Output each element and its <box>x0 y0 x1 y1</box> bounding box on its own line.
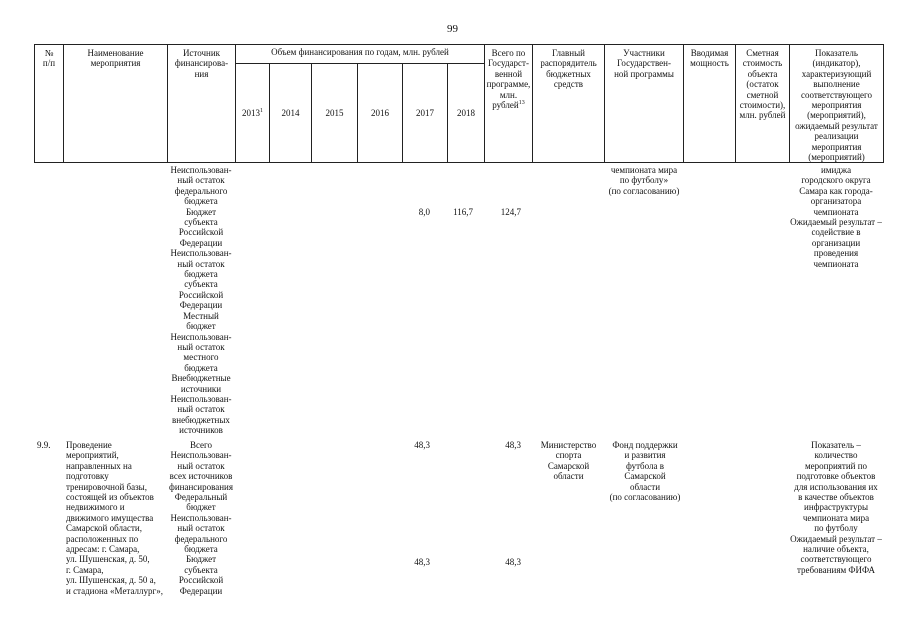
value-2018: 116,7 <box>453 207 473 217</box>
participants-cell: Фонд поддержки и развития футбола в Самарской области (по согласованию) <box>609 440 681 503</box>
value-total-total: 48,3 <box>505 440 521 450</box>
header-number: № п/п <box>42 48 56 69</box>
page-number: 99 <box>447 23 458 35</box>
value-total-regional: 48,3 <box>505 557 521 567</box>
col-line <box>235 44 236 163</box>
indicator-cell: Показатель – количество мероприятий по подготовке объектов для использования их в качестве объектов инфраструктуры чемпионата мира по футболу Ожидаемый результат – наличие объекта, соответствующего требованиям ФИФА <box>790 440 882 575</box>
indicator-cell: имиджа городского округа Самара как города- организатора чемпионата Ожидаемый результат – содействие в организации проведения чемпионата <box>790 165 882 269</box>
header-budget-manager: Главный распорядитель бюджетных средств <box>540 48 597 90</box>
header-year-2013: 2013$^1$ <box>242 108 263 118</box>
header-year-2014: 2014 <box>281 108 300 118</box>
header-bottom-border <box>34 162 883 163</box>
header-capacity: Вводимая мощность <box>690 48 729 69</box>
header-estimated-cost: Сметная стоимость объекта (остаток сметной стоимости), млн. рублей <box>739 48 786 121</box>
table-top-border <box>34 44 883 45</box>
header-year-2016: 2016 <box>371 108 389 118</box>
header-year-2017: 2017 <box>416 108 434 118</box>
value-2017: 8,0 <box>418 207 430 217</box>
budget-manager: Министерство спорта Самарской области <box>540 440 597 482</box>
header-participants: Участники Государствен- ной программы <box>614 48 674 79</box>
value-2017-regional: 48,3 <box>414 557 430 567</box>
header-year-2015: 2015 <box>325 108 344 118</box>
participants-cell: чемпионата мира по футболу» (по согласованию) <box>608 165 680 196</box>
value-2017-total: 48,3 <box>414 440 430 450</box>
activity-name: Проведение мероприятий, направленных на подготовку тренировочной базы, состоящей из объектов недвижимого и движимого имущества Самарской области, расположенных по адресам: г. Самара, ул. Шушенская, д. 50, г. Самара, ул. Шушенская, д. 50 а, и стадиона «Металлург», <box>66 440 163 596</box>
header-indicator: Показатель (индикатор), характеризующий выполнение соответствующего мероприятия (мероприятий), ожидаемый результат реализации мероприятия (мероприятий) <box>795 48 878 163</box>
header-funding-volume: Объем финансирования по годам, млн. рублей <box>271 47 449 57</box>
header-year-2018: 2018 <box>457 108 475 118</box>
item-number: 9.9. <box>37 440 51 450</box>
col-line <box>883 44 884 163</box>
header-funding-source: Источник финансирова- ния <box>174 48 229 79</box>
funding-sources-list: Всего Неиспользован- ный остаток всех источников финансирования Федеральный бюджет Неиспользован- ный остаток федерального бюджета Бюджет субъекта Российской Федерации <box>169 440 233 596</box>
funding-sources-list: Неиспользован- ный остаток федерального бюджета Бюджет субъекта Российской Федерации Неиспользован- ный остаток бюджета субъекта Российской Федерации Местный бюджет Неиспользован- ный остаток местного бюджета Внебюджетные источники Неиспользован- ный остаток внебюджетных источников <box>170 165 232 436</box>
value-total: 124,7 <box>500 207 521 217</box>
header-activity-name: Наименование мероприятия <box>87 48 144 69</box>
header-total: Всего по Государст- венной программе, млн. рублей$^{13}$ <box>486 48 531 111</box>
